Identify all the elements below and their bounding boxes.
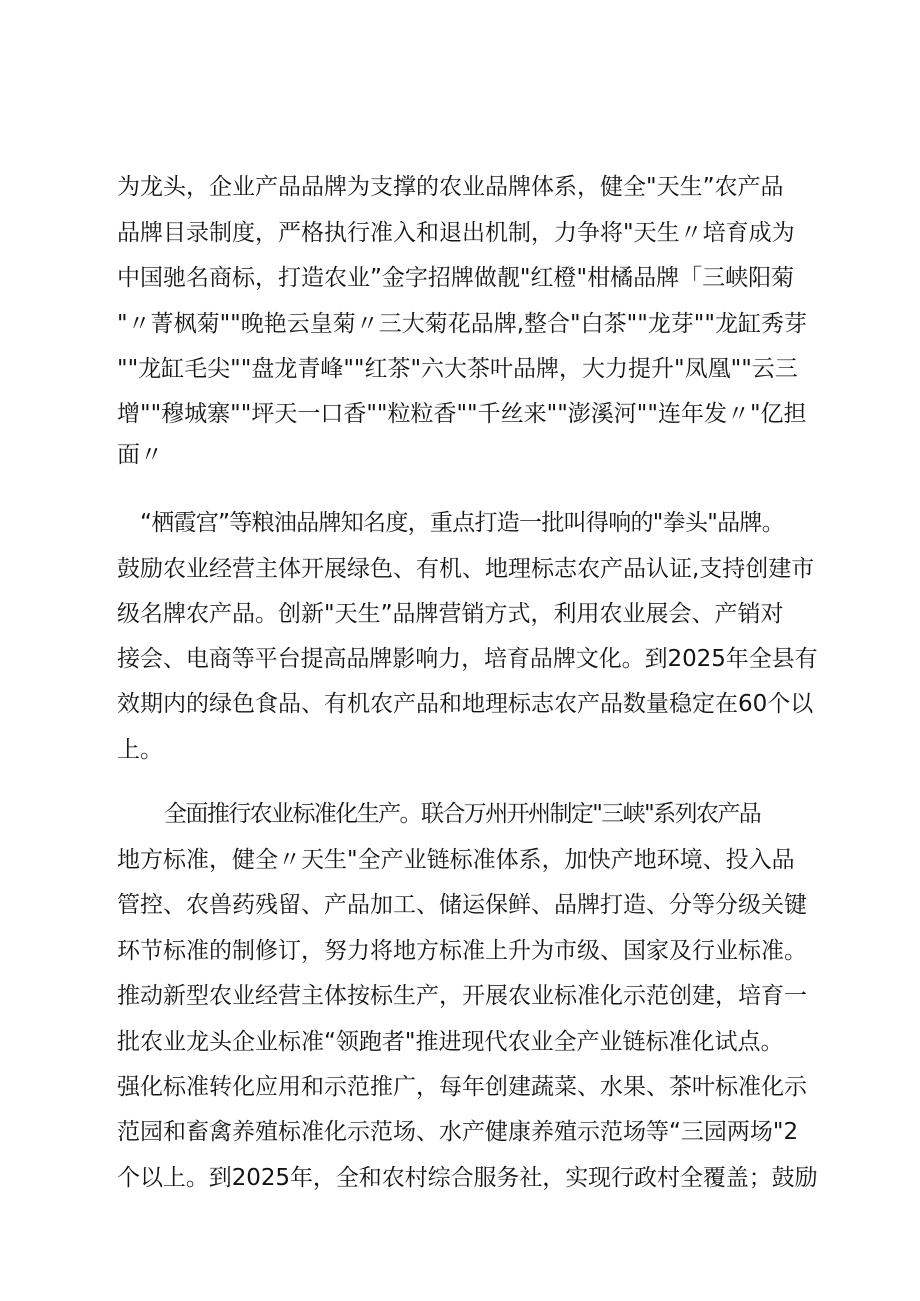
text-line: 强化标准转化应用和示范推广，每年创建蔬菜、水果、茶叶标准化示	[117, 1074, 807, 1100]
text-line: 接会、电商等平台提高品牌影响力，培育品牌文化。到2025年全县有	[117, 646, 818, 672]
text-line: 管控、农兽药残留、产品加工、储运保鲜、品牌打造、分等分级关键	[117, 892, 807, 918]
text-line: ""龙缸毛尖""盘龙青峰""红茶"六大茶叶品牌，大力提升"凤凰""云三	[117, 356, 798, 382]
text-line: "〃菁枫菊""晚艳云皇菊〃三大菊花品牌,整合"白茶""龙芽""龙缸秀芽	[117, 311, 807, 337]
text-line: 环节标准的制修订，努力将地方标准上升为市级、国家及行业标准。	[117, 938, 807, 964]
text-line: 上。	[117, 737, 163, 763]
text-line: 效期内的绿色食品、有机农产品和地理标志农产品数量稳定在60个以	[117, 691, 814, 717]
text-line: 中国驰名商标，打造农业”金字招牌做靓"红橙"柑橘品牌「三峡阳菊	[117, 265, 795, 291]
text-line: 推动新型农业经营主体按标生产，开展农业标准化示范创建，培育一	[117, 983, 807, 1009]
text-line: 级名牌农产品。创新"天生”品牌营销方式，利用农业展会、产销对	[117, 601, 784, 627]
text-line: 面〃	[117, 442, 163, 468]
text-line: 地方标准，健全〃天生"全产业链标准体系，加快产地环境、投入品	[117, 847, 795, 873]
text-line: “栖霞宫”等粮油品牌知名度，重点打造一批叫得响的"拳头"品牌。	[140, 510, 784, 536]
text-line: 全面推行农业标准化生产。联合万州开州制定"三峡"系列农产品	[164, 801, 761, 827]
text-line: 范园和畜禽养殖标准化示范场、水产健康养殖示范场等“三园两场"2	[117, 1119, 799, 1145]
text-line: 鼓励农业经营主体开展绿色、有机、地理标志农产品认证,支持创建市	[117, 556, 815, 582]
text-line: 个以上。到2025年，全和农村综合服务社，实现行政村全覆盖；鼓励	[117, 1165, 818, 1191]
text-line: 品牌目录制度，严格执行准入和退出机制，力争将"天生〃培育成为	[117, 220, 795, 246]
text-line: 批农业龙头企业标准“领跑者"推进现代农业全产业链标准化试点。	[117, 1029, 784, 1055]
text-line: 为龙头，企业产品品牌为支撑的农业品牌体系，健全"天生”农产品	[117, 174, 784, 200]
text-line: 增""穆城寨""坪天一口香""粒粒香""千丝来""澎溪河""连年发〃"亿担	[117, 401, 807, 427]
